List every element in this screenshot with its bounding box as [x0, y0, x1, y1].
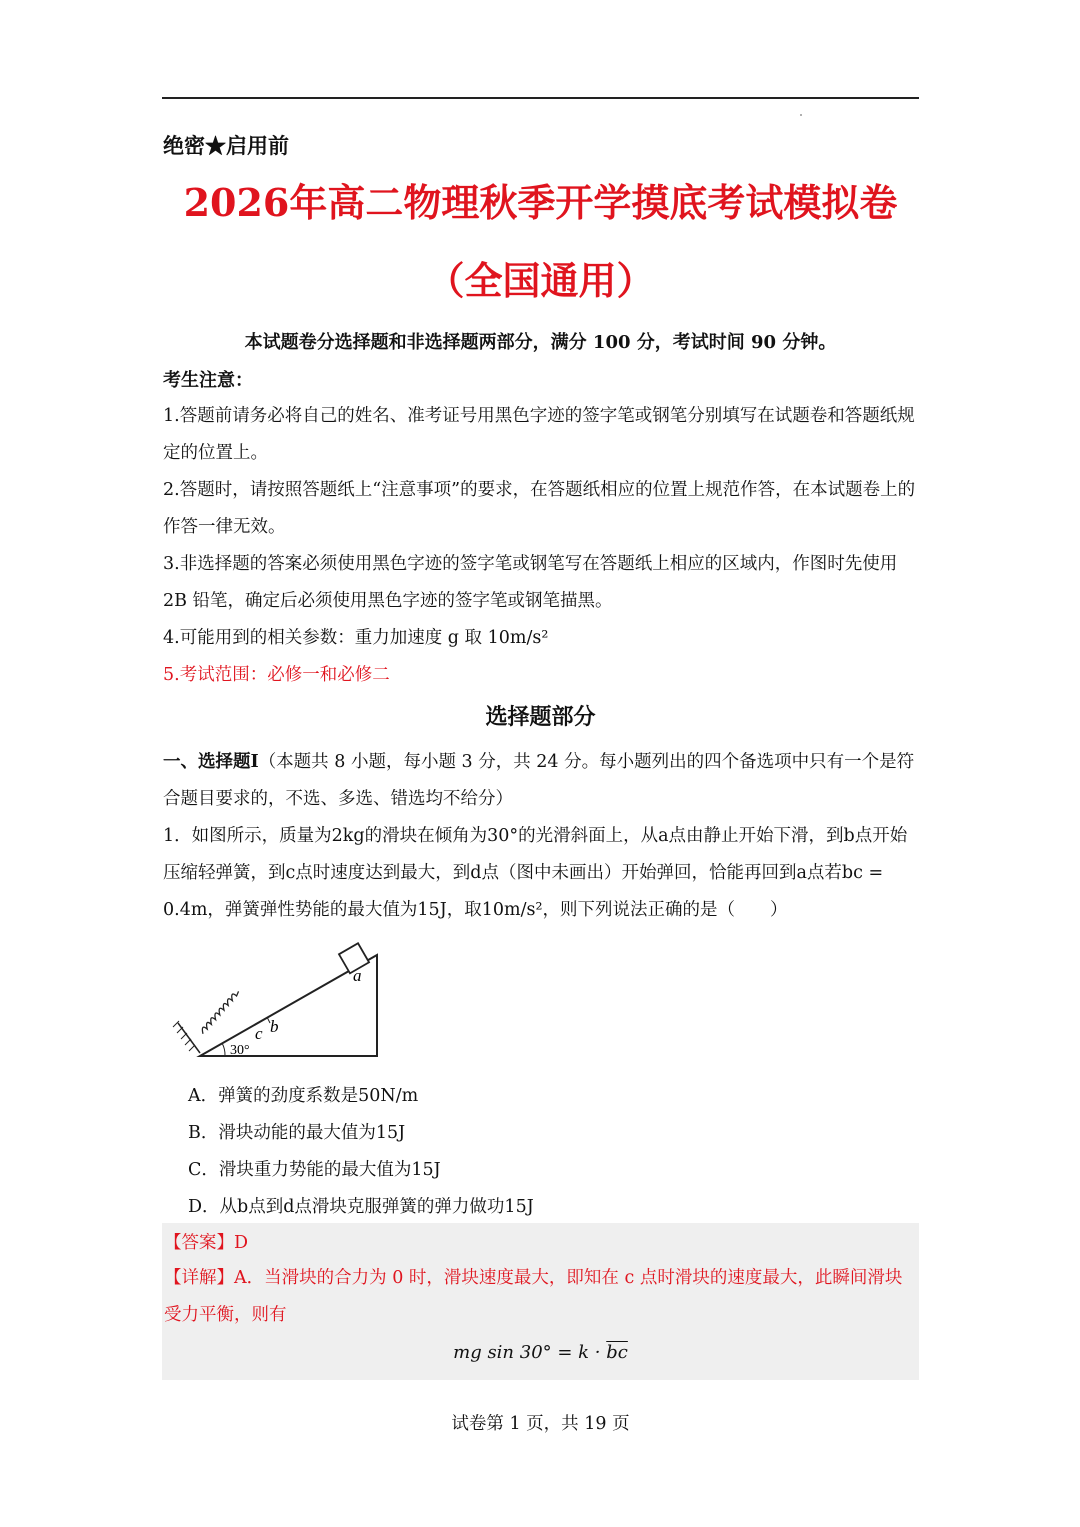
question-1-text: 1．如图所示，质量为2kg的滑块在倾角为30°的光滑斜面上，从a点由静止开始下滑，到b点开始压缩轻弹簧，到c点时速度达到最大，到d点（图中未画出）开始弹回，恰能再回到a点若bc = 0.4m，弹簧弹性势能的最大值为15J，取10m/s²，则下列说法正确的是（ ） — [163, 826, 908, 920]
option-a: A．弹簧的劲度系数是50N/m — [188, 1086, 419, 1106]
exam-title: 2026年高二物理秋季开学摸底考试模拟卷 — [183, 180, 898, 225]
part-heading — [163, 744, 918, 818]
notice-heading: 考生注意： — [163, 370, 253, 391]
notice-item-3: 3.非选择题的答案必须使用黑色字迹的签字笔或钢笔写在答题纸上相应的区域内，作图时先使用 2B 铅笔，确定后必须使用黑色字迹的签字笔或钢笔描黑。 — [163, 554, 898, 611]
answer-detail: 【详解】A．当滑块的合力为 0 时，滑块速度最大，即知在 c 点时滑块的速度最大，此瞬间滑块受力平衡，则有 — [164, 1268, 903, 1325]
option-d: D．从b点到d点滑块克服弹簧的弹力做功15J — [188, 1197, 534, 1217]
option-b: B．滑块动能的最大值为15J — [188, 1123, 406, 1143]
part-description: （本题共 8 小题，每小题 3 分，共 24 分。每小题列出的四个备选项中只有一个是符合题目要求的，不选、多选、错选均不给分） — [163, 752, 915, 809]
answer-label: 【答案】D — [164, 1233, 249, 1253]
exam-intro: 本试题卷分选择题和非选择题两部分，满分 100 分，考试时间 90 分钟。 — [244, 332, 837, 353]
notice-item-2: 2.答题时，请按照答题纸上“注意事项”的要求，在答题纸相应的位置上规范作答，在本试题卷上的作答一律无效。 — [163, 480, 916, 537]
notice-item-1: 1.答题前请务必将自己的姓名、准考证号用黑色字迹的签字笔或钢笔分别填写在试题卷和答题纸规定的位置上。 — [163, 406, 915, 463]
notice-item-5: 5.考试范围：必修一和必修二 — [163, 665, 390, 685]
point-b-label: b — [270, 1017, 279, 1036]
angle-label: 30° — [230, 1043, 250, 1058]
stray-dot — [800, 114, 802, 116]
part-label: 一、选择题Ⅰ — [163, 752, 259, 772]
incline-spring-figure — [170, 935, 385, 1065]
point-a-label: a — [353, 966, 362, 985]
page-footer: 试卷第 1 页，共 19 页 — [451, 1414, 630, 1434]
option-c: C．滑块重力势能的最大值为15J — [188, 1160, 441, 1180]
header-rule — [162, 97, 919, 99]
formula-bc: $\overline{bc}$ — [606, 1342, 628, 1363]
answer-formula — [162, 1342, 919, 1363]
secret-label: 绝密★启用前 — [163, 133, 289, 158]
point-c-label: c — [255, 1024, 263, 1043]
section-title: 选择题部分 — [485, 704, 596, 730]
formula-left: mg sin 30° = k · — [453, 1342, 607, 1363]
exam-subtitle: （全国通用） — [426, 258, 655, 303]
notice-item-4: 4.可能用到的相关参数：重力加速度 g 取 10m/s² — [163, 628, 549, 648]
